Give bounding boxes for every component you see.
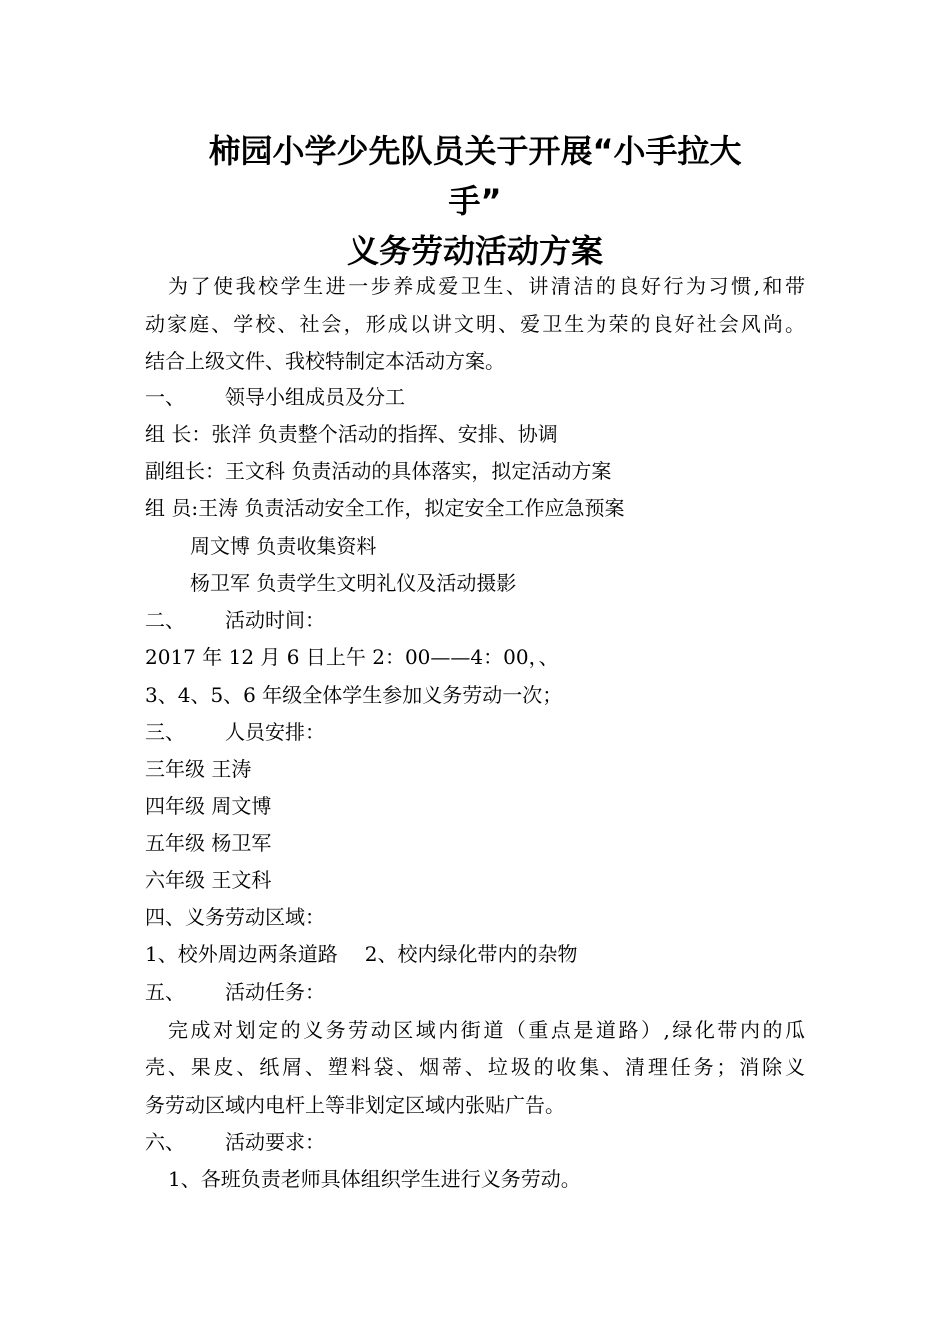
section-5-title: 活动任务：: [225, 980, 325, 1004]
intro-line-1: 为了使我校学生进一步养成爱卫生、讲清洁的良好行为习惯,和带: [168, 274, 805, 298]
labor-area-2: 2、校内绿化带内的杂物: [364, 942, 578, 966]
section-1-heading: [145, 383, 405, 411]
staff-row-grade-3: 三年级 王涛: [145, 757, 252, 781]
leader-line: 组 长：张洋 负责整个活动的指挥、安排、协调: [145, 422, 558, 446]
section-1-number: 一、: [145, 385, 185, 409]
labor-areas: [145, 940, 577, 968]
section-6-heading: [145, 1128, 325, 1156]
intro-line-2: 动家庭、学校、社会，形成以讲文明、爱卫生为荣的良好社会风尚。: [145, 312, 805, 336]
staff-row-grade-5: 五年级 杨卫军: [145, 831, 272, 855]
member-line-2: 周文博 负责收集资料: [190, 534, 377, 558]
member-line-3: 杨卫军 负责学生文明礼仪及活动摄影: [190, 571, 517, 595]
document-title-line-3: 义务劳动活动方案: [346, 232, 603, 270]
participating-grades: 3、4、5、6 年级全体学生参加义务劳动一次；: [145, 683, 563, 707]
deputy-leader-line: 副组长：王文科 负责活动的具体落实，拟定活动方案: [145, 459, 612, 483]
member-line-1: 组 员:王涛 负责活动安全工作，拟定安全工作应急预案: [145, 496, 625, 520]
document-title-line-2: 手”: [448, 182, 502, 220]
section-4-heading: 四、义务劳动区域：: [145, 905, 325, 929]
intro-line-3: 结合上级文件、我校特制定本活动方案。: [145, 349, 505, 373]
task-paragraph-line-3: 务劳动区域内电杆上等非划定区域内张贴广告。: [145, 1093, 565, 1117]
labor-area-1: 1、校外周边两条道路: [145, 942, 338, 966]
staff-row-grade-6: 六年级 王文科: [145, 868, 272, 892]
section-3-number: 三、: [145, 720, 185, 744]
section-2-title: 活动时间：: [225, 608, 325, 632]
section-3-heading: [145, 718, 325, 746]
section-3-title: 人员安排：: [225, 720, 325, 744]
staff-row-grade-4: 四年级 周文博: [145, 794, 272, 818]
section-6-title: 活动要求：: [225, 1130, 325, 1154]
task-paragraph-line-2: 壳、果皮、纸屑、塑料袋、烟蒂、垃圾的收集、清理任务；消除义: [145, 1055, 805, 1079]
requirement-item-1: 1、各班负责老师具体组织学生进行义务劳动。: [168, 1167, 581, 1191]
section-1-title: 领导小组成员及分工: [225, 385, 405, 409]
section-6-number: 六、: [145, 1130, 185, 1154]
section-2-number: 二、: [145, 608, 185, 632]
section-5-heading: [145, 978, 325, 1006]
section-5-number: 五、: [145, 980, 185, 1004]
section-2-heading: [145, 606, 325, 634]
activity-time: 2017 年 12 月 6 日上午 2：00——4：00，、: [145, 645, 559, 669]
task-paragraph-line-1: 完成对划定的义务劳动区域内街道（重点是道路）,绿化带内的瓜: [168, 1018, 805, 1042]
document-title-line-1: 柿园小学少先队员关于开展“小手拉大: [208, 132, 742, 170]
